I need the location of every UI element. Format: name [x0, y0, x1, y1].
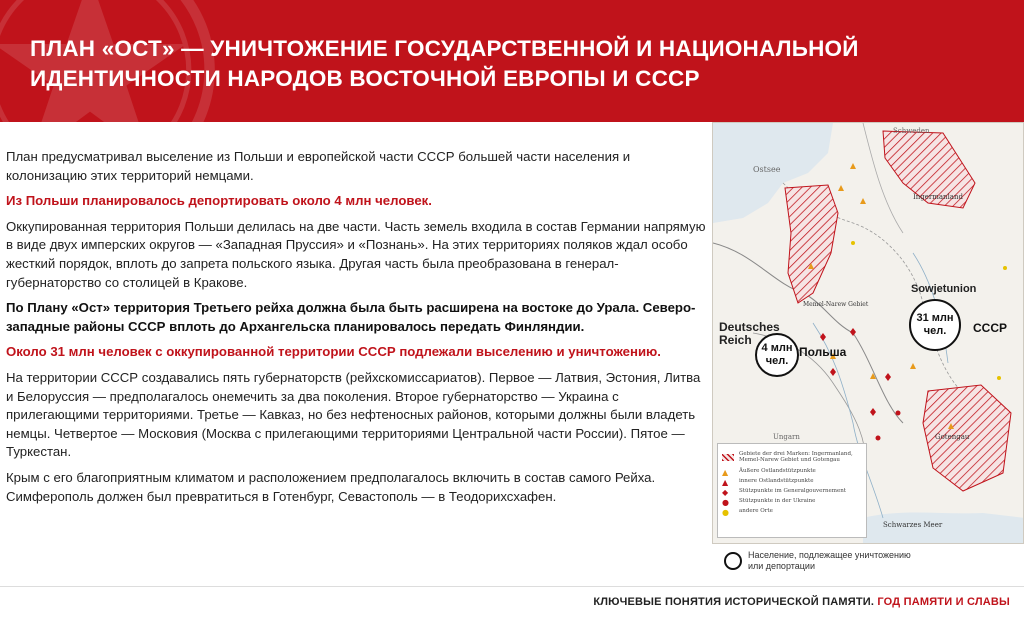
legend-item [718, 476, 866, 486]
legend-label: Stützpunkte im Generalgouvernement [739, 488, 847, 494]
ussr-population-value: 31 млн чел. [916, 312, 954, 337]
map-label-schweden: Schweden [893, 127, 930, 135]
map-label-sowjetunion: Sowjetunion [911, 283, 977, 295]
intro-paragraph: План предусматривал выселение из Польши и европейской части СССР большей части населения и колонизацию этих территорий немцами. [6, 149, 631, 183]
map-caption [724, 550, 918, 572]
legend-item [718, 466, 866, 476]
circle-outline-icon [724, 552, 742, 570]
poland-population-value: 4 млн чел. [761, 342, 793, 367]
map-caption-text: Население, подлежащее уничтожению или депортации [748, 550, 911, 571]
legend-label: Stützpunkte in der Ukraine [739, 498, 816, 504]
poland-label: Польша [799, 345, 847, 359]
header-banner [0, 0, 1024, 122]
ussr-label: СССР [973, 321, 1008, 335]
map-label-schwarzes-meer: Schwarzes Meer [883, 521, 943, 529]
map-label-gotengau: Gotengau [935, 433, 970, 441]
legend-item [718, 444, 866, 466]
ussr-paragraph: На территории СССР создавались пять губернаторств (рейхскомиссариатов). Первое — Латвия, Эстония, Литва и Белоруссия — предполагалось онемечить за два поколения. Второе губернаторство — Украина с прилегающими территориями. Третье — Кавказ, но без нефтеносных районов, которыми должны были владеть немцы. Четвертое — Московия (Москва с прилегающими территориями Центральной части России). Пятое — Туркестан. [6, 369, 701, 460]
legend-item [718, 496, 866, 506]
footer [593, 596, 1010, 608]
map-label-deutsches-reich: Deutsches Reich [719, 320, 780, 347]
ussr-heading: Около 31 млн человек с оккупированной территории СССР подлежали выселению и уничтожению. [6, 344, 661, 360]
legend-label: Äußere Ostlandstützpunkte [739, 468, 816, 474]
page-title: ПЛАН «ОСТ» — УНИЧТОЖЕНИЕ ГОСУДАРСТВЕННОЙ И НАЦИОНАЛЬНОЙ ИДЕНТИЧНОСТИ НАРОДОВ ВОСТОЧНОЙ ЕВРОПЫ И СССР [30, 36, 859, 91]
footer-year-title: ГОД ПАМЯТИ И СЛАВЫ [877, 596, 1010, 608]
legend-item [718, 506, 866, 516]
map-label-ostsee: Ostsee [753, 165, 781, 174]
poland-heading: Из Польши планировалось депортировать около 4 млн человек. [6, 193, 432, 209]
circle-red-icon: ● [722, 497, 729, 507]
poland-paragraph: Оккупированная территория Польши делилась на две части. Часть земель входила в состав Германии напрямую в виде двух имперских округов — «Западная Пруссия» и «Познань». На этих территориях поляков ждал особо жесткий порядок, вплоть до запрета польского языка. Другая часть была преобразована в генерал-губернаторство со столицей в Кракове. [6, 218, 706, 290]
legend-label: innere Ostlandstützpunkte [739, 478, 814, 484]
triangle-red-icon: ▲ [722, 477, 729, 487]
hatch-swatch-icon [722, 454, 734, 461]
footer-series-title: КЛЮЧЕВЫЕ ПОНЯТИЯ ИСТОРИЧЕСКОЙ ПАМЯТИ. [593, 596, 875, 608]
main-text [6, 148, 706, 513]
diamond-red-icon: ◆ [722, 487, 729, 497]
map-legend [717, 443, 867, 538]
map-label-ungarn: Ungarn [773, 433, 800, 441]
historical-map [712, 122, 1024, 544]
plan-paragraph: По Плану «Ост» территория Третьего рейха должна была быть расширена на востоке до Урала. Северо-западные районы СССР вплоть до Архангельска планировалось передать Финляндии. [6, 300, 696, 334]
poland-population-badge [755, 333, 799, 377]
map-label-ingermanland: Ingermanland [913, 193, 963, 201]
legend-label: Gebiete der drei Marken: Ingermanland, Memel-Narew Gebiet und Gotengau [739, 451, 853, 463]
legend-item [718, 486, 866, 496]
footer-divider [0, 586, 1024, 587]
crimea-paragraph: Крым с его благоприятным климатом и расположением предполагалось включить в состав самого Рейха. Симферополь должен был превратиться в Готенбург, Севастополь — в Теодорихсхафен. [6, 469, 656, 504]
map-label-memel: Memel-Narew Gebiet [803, 301, 869, 308]
ussr-population-badge [909, 299, 961, 351]
triangle-orange-icon: ▲ [722, 467, 729, 477]
circle-yellow-icon: ● [722, 507, 729, 517]
legend-label: andere Orte [739, 508, 773, 514]
